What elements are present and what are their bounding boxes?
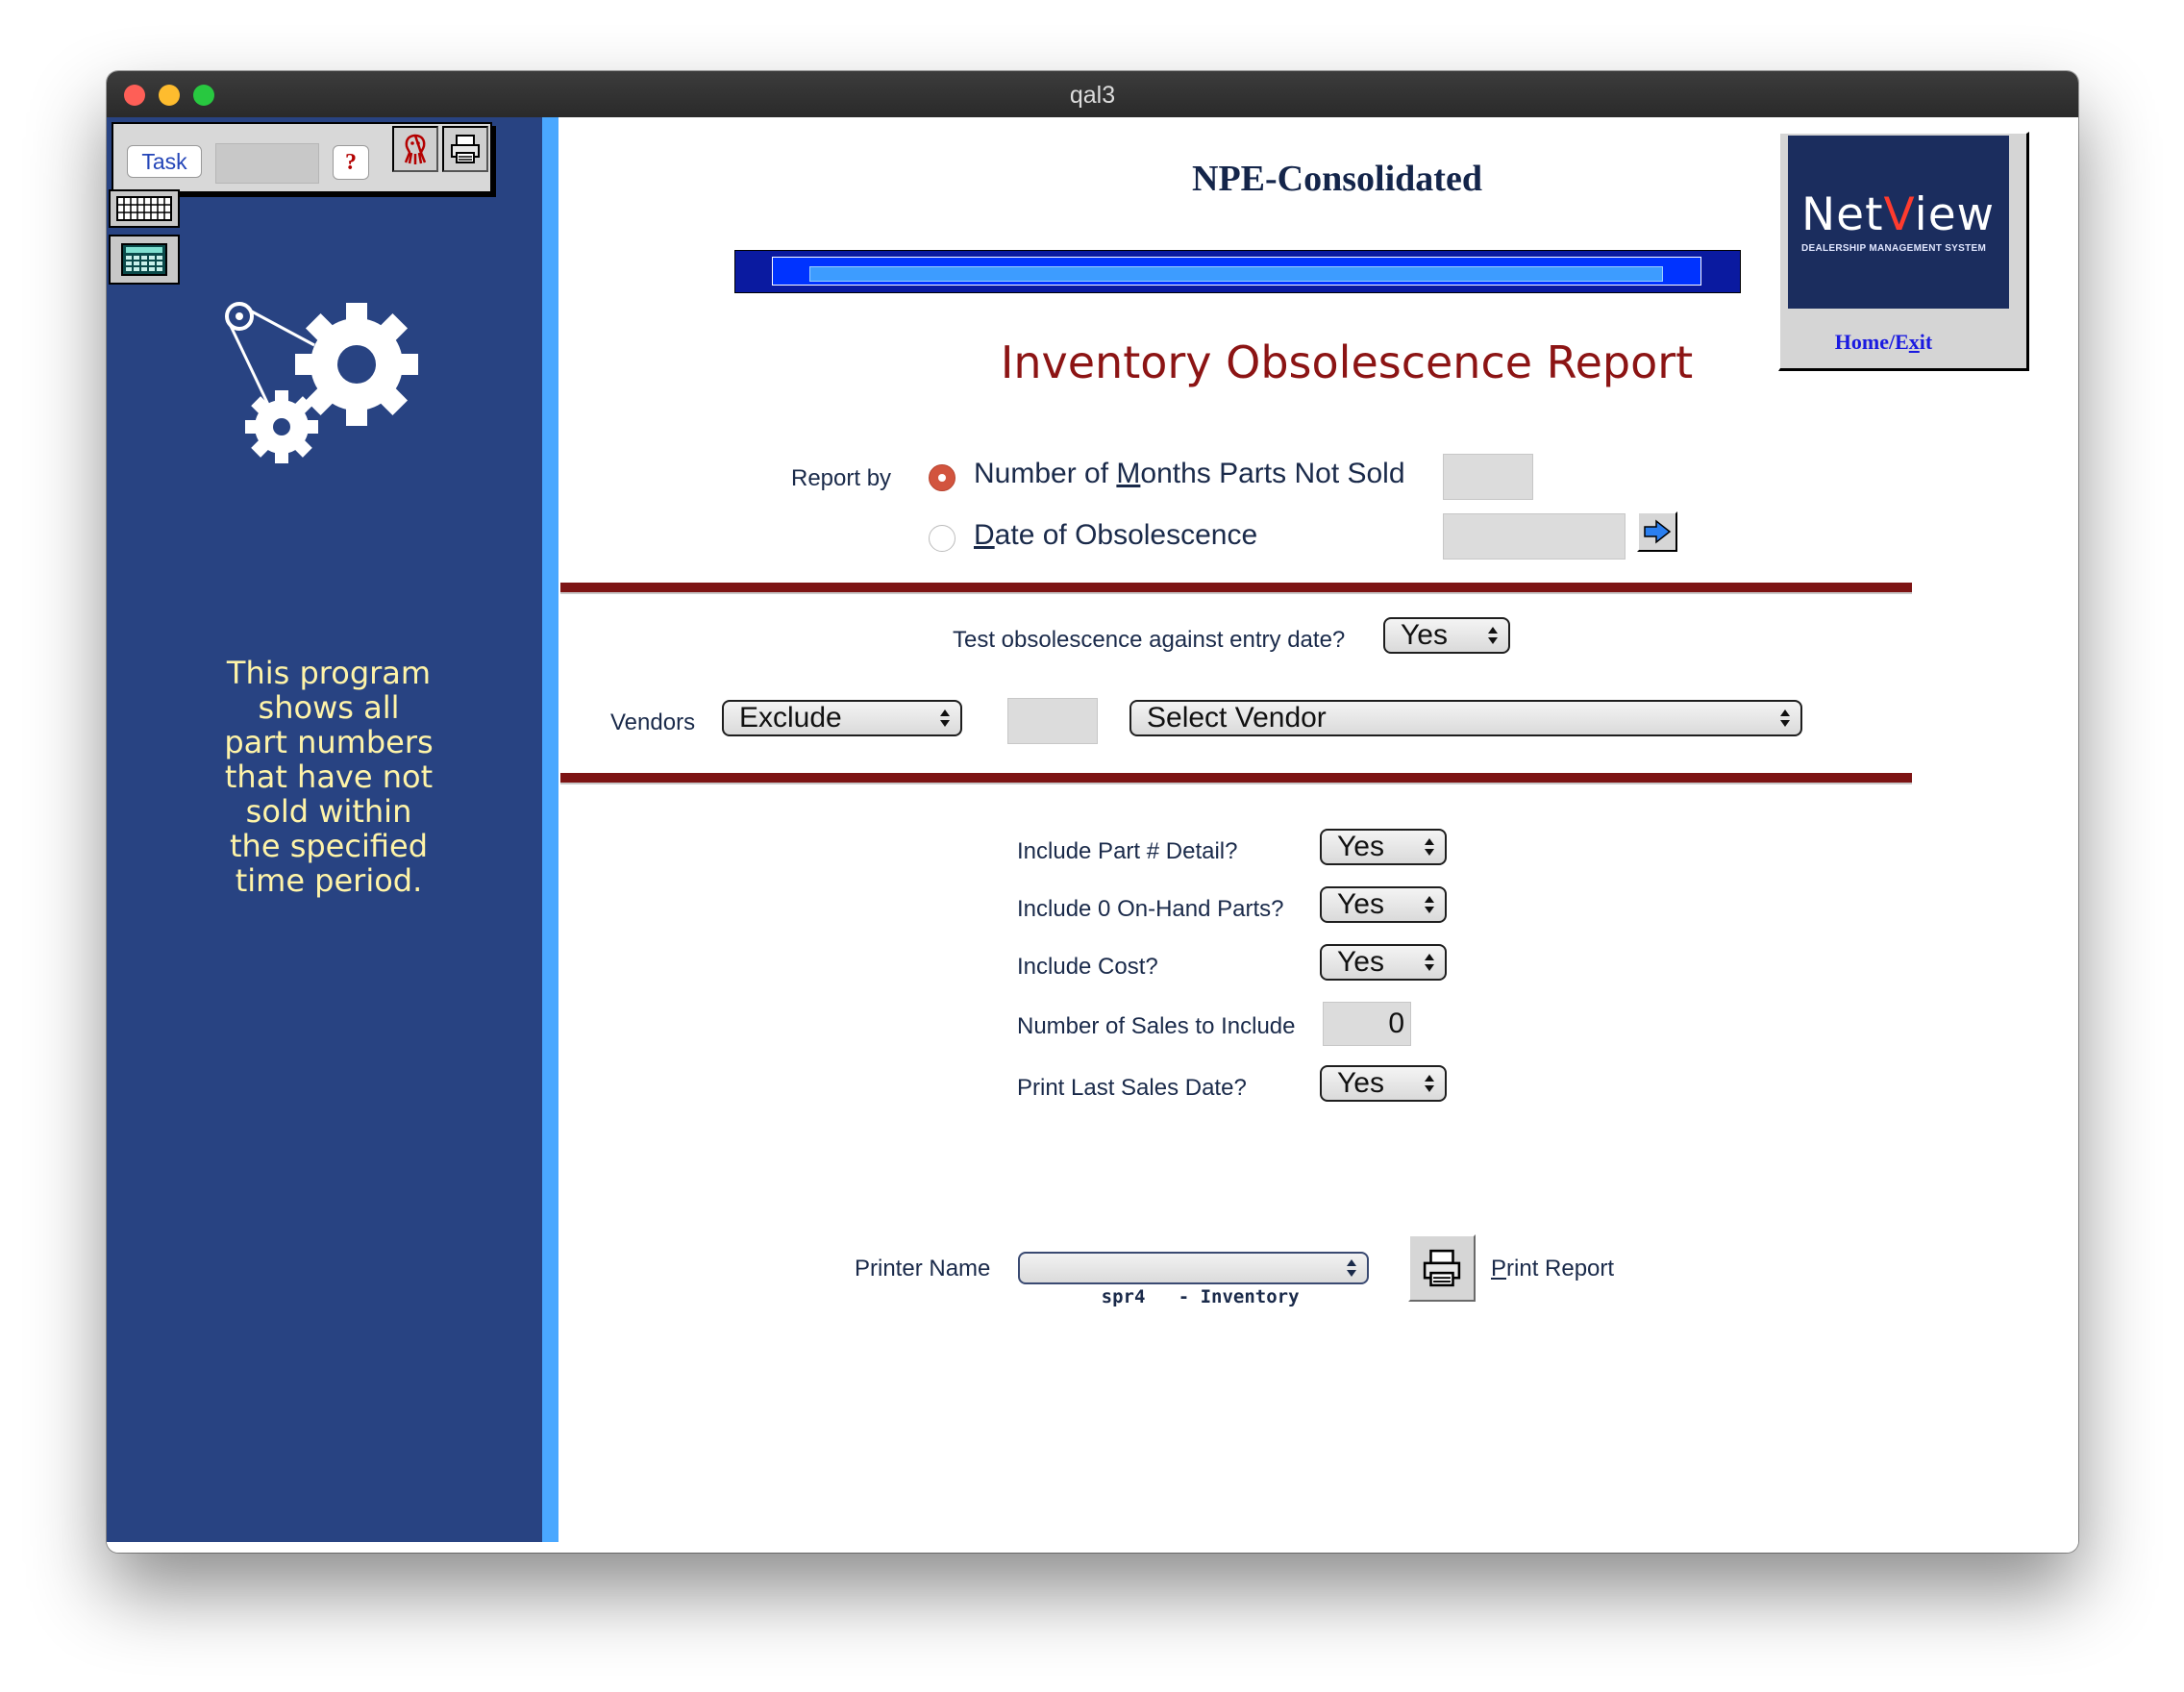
- task-button[interactable]: Task: [127, 145, 202, 178]
- print-last-sales-label: Print Last Sales Date?: [1017, 1075, 1247, 1101]
- radio-date-of-obsolescence[interactable]: [929, 525, 956, 552]
- print-report-label[interactable]: Print Report: [1491, 1256, 1615, 1281]
- select-vendor-dropdown[interactable]: Select Vendor: [1129, 700, 1802, 736]
- netview-logo: [1788, 136, 2009, 309]
- report-title: Inventory Obsolescence Report: [1000, 336, 1694, 388]
- home-exit-link[interactable]: Home/Exit: [1834, 330, 1933, 354]
- test-entry-select[interactable]: Yes: [1383, 617, 1510, 654]
- printer-icon: [1420, 1246, 1464, 1290]
- radio-months-label[interactable]: Number of Months Parts Not Sold: [974, 458, 1405, 489]
- test-entry-label: Test obsolescence against entry date?: [953, 627, 1346, 653]
- include-cost-select[interactable]: Yes: [1320, 944, 1447, 981]
- title-bar: [107, 71, 2078, 118]
- months-input[interactable]: [1443, 454, 1533, 500]
- logo-subtitle: DEALERSHIP MANAGEMENT SYSTEM: [1801, 243, 1987, 254]
- obsolescence-date-input[interactable]: [1443, 513, 1626, 560]
- app-window: [107, 71, 2078, 1553]
- content-area: [107, 117, 2078, 1553]
- include-part-detail-select[interactable]: Yes: [1320, 829, 1447, 865]
- sales-to-include-input[interactable]: 0: [1323, 1002, 1411, 1046]
- progress-fill: [809, 266, 1663, 282]
- vendors-mode-select[interactable]: Exclude: [722, 700, 962, 736]
- calculator-icon[interactable]: [109, 235, 180, 285]
- include-part-detail-label: Include Part # Detail?: [1017, 838, 1238, 864]
- gears-icon: [222, 295, 434, 478]
- include-zero-onhand-label: Include 0 On-Hand Parts?: [1017, 896, 1284, 922]
- window-title: qal3: [1069, 82, 1116, 109]
- keyboard-icon[interactable]: [109, 189, 180, 228]
- printer-name-label: Printer Name: [855, 1256, 991, 1281]
- logo-panel: [1778, 132, 2029, 371]
- task-field[interactable]: [215, 143, 319, 184]
- radio-date-label[interactable]: Date of Obsolescence: [974, 519, 1258, 551]
- octopus-icon[interactable]: [392, 126, 438, 172]
- progress-track: [772, 257, 1701, 286]
- arrow-right-icon[interactable]: [1637, 511, 1677, 552]
- vendor-code-input[interactable]: [1007, 698, 1098, 744]
- progress-bar: [734, 250, 1741, 293]
- include-cost-label: Include Cost?: [1017, 954, 1158, 980]
- printer-select[interactable]: spr4 - Inventory: [1018, 1252, 1369, 1284]
- radio-months-not-sold[interactable]: [929, 464, 956, 491]
- sidebar-stripe: [542, 117, 558, 1542]
- toolbox: [112, 122, 492, 193]
- report-by-label: Report by: [791, 465, 892, 491]
- help-button[interactable]: ?: [333, 145, 369, 180]
- include-zero-onhand-select[interactable]: Yes: [1320, 886, 1447, 923]
- company-name: NPE-Consolidated: [1192, 159, 1482, 199]
- printer-icon[interactable]: [442, 126, 488, 172]
- divider: [560, 773, 1912, 784]
- logo-wordmark: NetView: [1801, 188, 1996, 241]
- program-description: This program shows all part numbers that have not sold within the specified time period.: [224, 655, 434, 899]
- divider: [560, 583, 1912, 594]
- print-button[interactable]: [1408, 1234, 1476, 1302]
- vendors-label: Vendors: [610, 709, 696, 735]
- sidebar: [107, 117, 542, 1542]
- print-last-sales-select[interactable]: Yes: [1320, 1065, 1447, 1102]
- sales-to-include-label: Number of Sales to Include: [1017, 1013, 1296, 1039]
